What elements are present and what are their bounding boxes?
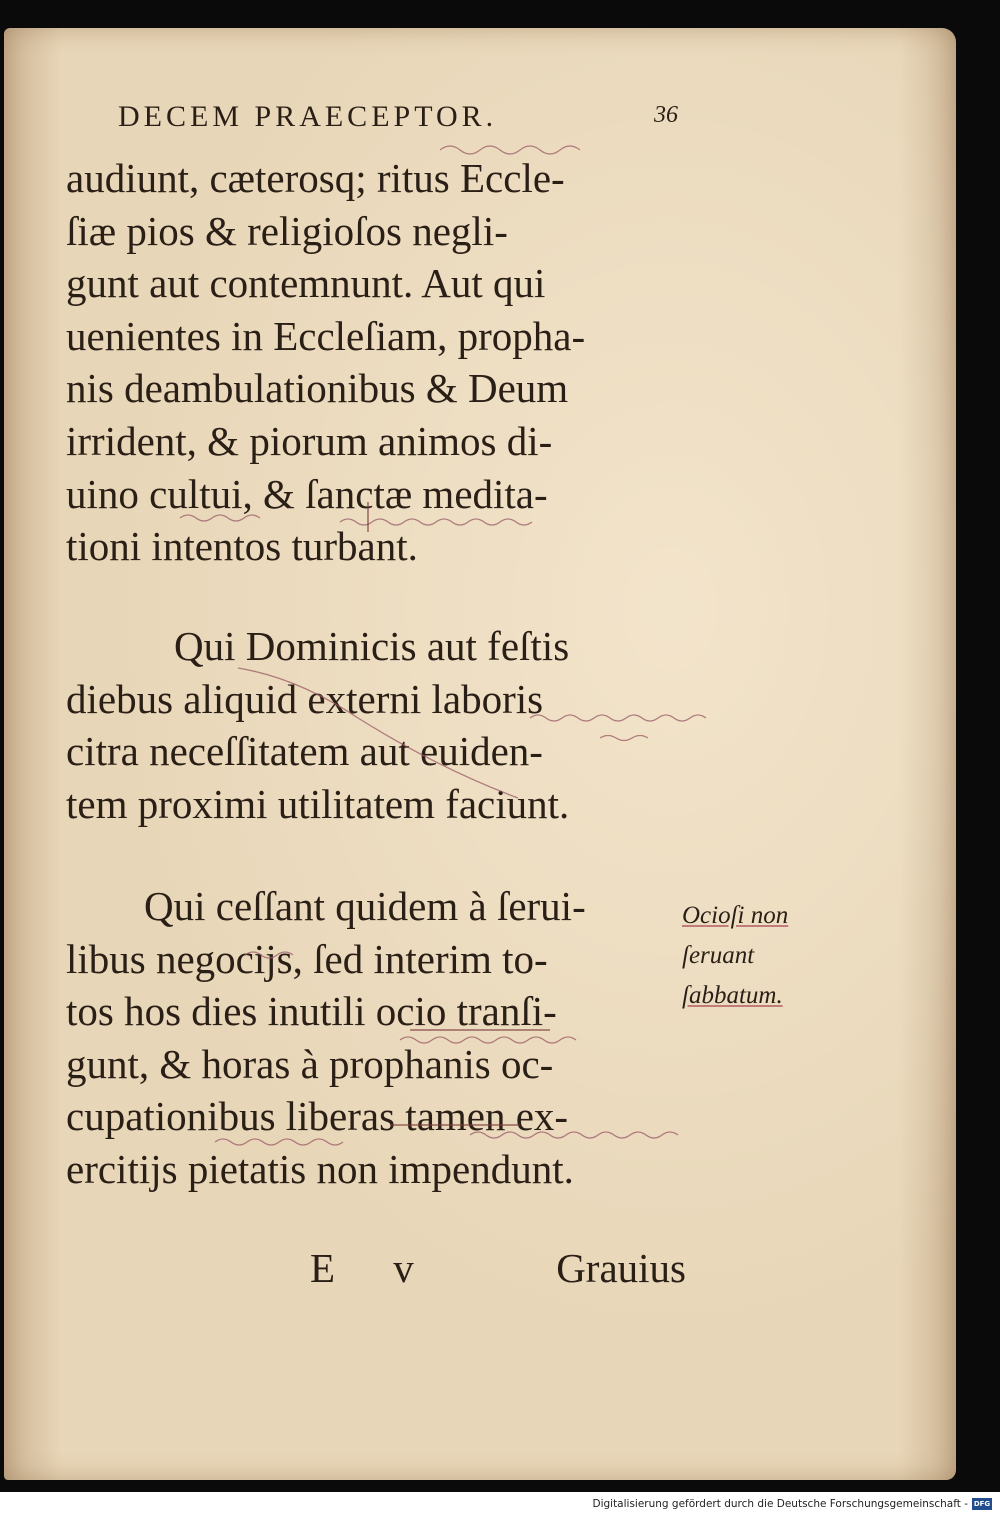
- text-line: gunt aut contemnunt. Aut qui: [66, 260, 546, 307]
- text-line: cupationibus liberas tamen ex-: [66, 1093, 569, 1140]
- marginal-line: ſeruant: [682, 942, 755, 969]
- gloss-stroke: [600, 736, 648, 741]
- marginal-line: ſabbatum.: [682, 982, 783, 1009]
- text-line: ercitijs pietatis non impendunt.: [66, 1145, 574, 1192]
- text-line: irrident, & piorum animos di-: [66, 417, 553, 464]
- text-line: citra neceſſitatem aut euiden-: [66, 728, 543, 775]
- signature-mark: E v: [310, 1245, 438, 1291]
- text-line: libus negocijs, ſed interim to-: [66, 935, 548, 982]
- page-footer: [66, 1244, 686, 1294]
- text-line: tos hos dies inutili ocio tranſi-: [66, 988, 557, 1035]
- gloss-stroke: [470, 1132, 678, 1138]
- text-line: Qui ceſſant quidem à ſerui-: [144, 883, 586, 929]
- marginal-line: Ocioſi non: [682, 902, 789, 929]
- text-line: uino cultui, & ſanctæ medita-: [66, 470, 548, 517]
- text-line: audiunt, cæterosq; ritus Eccle-: [66, 155, 565, 201]
- text-line: tioni intentos turbant.: [66, 523, 418, 570]
- gloss-stroke: [530, 715, 706, 721]
- gloss-stroke: [245, 952, 293, 958]
- gloss-stroke: [215, 1139, 343, 1145]
- catchword: Grauius: [556, 1245, 686, 1291]
- gloss-stroke: [180, 515, 260, 521]
- gloss-stroke: [440, 146, 580, 154]
- digitization-credit: Digitalisierung gefördert durch die Deutsche Forschungsgemeinschaft -: [592, 1498, 968, 1510]
- text-line: gunt, & horas à prophanis oc-: [66, 1040, 554, 1087]
- text-line: diebus aliquid externi laboris: [66, 675, 544, 722]
- text-line: uenientes in Eccleſiam, propha-: [66, 312, 586, 359]
- folio-number: 36: [654, 102, 678, 128]
- dfg-logo: DFG: [973, 1500, 991, 1508]
- text-line: Qui Dominicis aut feſtis: [174, 623, 570, 669]
- running-title: DECEM PRAECEPTOR.: [118, 100, 498, 133]
- marginal-note: [682, 896, 788, 1016]
- text-line: ſiæ pios & religioſos negli-: [66, 207, 508, 254]
- gloss-stroke: [400, 1037, 576, 1043]
- text-line: nis deambulationibus & Deum: [66, 365, 569, 412]
- gloss-stroke: [238, 668, 518, 798]
- text-line: tem proximi utilitatem faciunt.: [66, 780, 570, 827]
